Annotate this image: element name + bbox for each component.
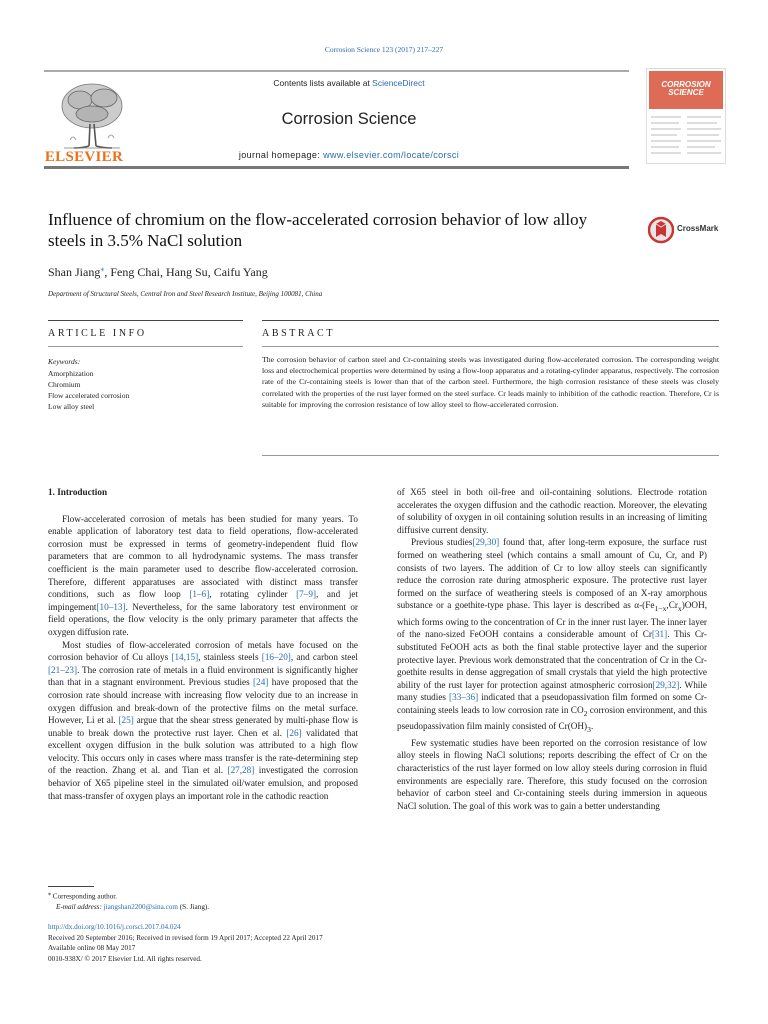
keyword-item: Chromium (48, 380, 81, 389)
reference-link[interactable]: [31] (651, 629, 668, 640)
contents-prefix: Contents lists available at (273, 78, 373, 88)
body-paragraph: of X65 steel in both oil-free and oil-containing solutions. Electrode rotation accelerates the oxygen diffusion and the cathodic reaction. Moreover, the elevating of solubility of oxygen in oil containing solution results in an increasing of limiting diffusive current density. (397, 487, 707, 535)
reference-link[interactable]: [26] (286, 727, 302, 738)
author-name: Feng Chai (110, 265, 161, 279)
elsevier-wordmark: ELSEVIER (44, 149, 124, 165)
cover-title-line-2: SCIENCE (668, 88, 704, 97)
keyword-item: Flow accelerated corrosion (48, 391, 130, 400)
crossmark-icon (648, 215, 674, 245)
reference-link[interactable]: [21–23] (48, 664, 78, 675)
crossmark-label: CrossMark (677, 224, 719, 233)
abstract-rule (262, 320, 719, 321)
abstract-subrule (262, 346, 719, 347)
cover-title (649, 81, 723, 97)
bibliographic-info (48, 922, 323, 964)
author-name: Hang Su (166, 265, 208, 279)
section-heading-introduction: 1. Introduction (48, 487, 108, 497)
abstract-bottom-rule (262, 455, 719, 456)
article-title: Influence of chromium on the flow-accelerated corrosion behavior of low alloy steels in 3.5% NaCl solution (48, 210, 588, 250)
reference-link[interactable]: [16–20] (261, 652, 291, 663)
reference-link[interactable]: [27,28] (227, 765, 255, 776)
reference-link[interactable]: [1–6] (189, 589, 210, 600)
body-paragraph: Few systematic studies have been reported on the corrosion resistance of low alloy steels in flowing NaCl solutions; reports describing the effect of Cr on the characteristics of the rust layer formed on low alloy steels during corrosion in fluid environments are especially rare. Therefore, this study focused on the corrosion behavior of carbon steel and Cr-containing steels during immersion in aqueous NaCl solution. The goal of this work was to gain a better understanding (397, 737, 707, 811)
received-dates: Received 20 September 2016; Received in revised form 19 April 2017; Accepted 22 April 2017 (48, 933, 323, 942)
corresponding-author-note: ⁎ Corresponding author. (48, 891, 118, 901)
article-info-rule (48, 320, 243, 321)
reference-link[interactable]: [29,30] (472, 537, 500, 548)
body-paragraph: Most studies of flow-accelerated corrosion of metals have focused on the corrosion behavior of Cu alloys [14,15], stainless steels [16–20], and carbon steel [21–23]. The corrosion rate of metals in a fluid environment is significantly higher than that in a stagnant environment. Previous studies [24] have proposed that the corrosion rate should increase with increasing flow velocity due to an increase in oxygen diffusion and break-down of the protective films on the metal surface. However, Li et al. [25] argue that the shear stress generated by multi-phase flow is unable to break down the protective rust layer. Chen et al. [26] validated that excellent oxygen diffusion in the bulk solution was attributed to a high flow velocity. This occurs only in cases where mass transfer is the rate-determining step of the reaction. Zhang et al. and Tian et al. [27,28] investigated the corrosion behavior of X65 pipeline steel in the simulated oil/water emulsion, and proposed that mass-transfer of oxygen plays an important role in the cathodic reaction (48, 639, 359, 801)
available-online-date: Available online 08 May 2017 (48, 944, 136, 952)
copyright-line: 0010-938X/ © 2017 Elsevier Ltd. All rights reserved. (48, 954, 202, 963)
journal-title: Corrosion Science (281, 110, 417, 128)
homepage-prefix: journal homepage: (238, 150, 324, 160)
article-info-subrule (48, 346, 243, 347)
corresponding-author-marker[interactable]: ⁎ (100, 264, 105, 273)
cover-contents-lines (651, 113, 721, 161)
author-name: Caifu Yang (213, 265, 268, 279)
author-email-link[interactable]: jiangshan2200@sina.com (103, 902, 178, 911)
cover-header-band (649, 71, 723, 109)
body-column-left (48, 486, 358, 802)
footnotes (48, 889, 209, 912)
masthead-top-rule (44, 70, 629, 72)
author-separator: , (160, 265, 167, 279)
article-info-heading: ARTICLE INFO (48, 328, 147, 339)
author-separator: , (207, 265, 214, 279)
keywords-label: Keywords: (48, 357, 81, 366)
author-affiliation: Department of Structural Steels, Central Iron and Steel Research Institute, Beijing 100081, China (48, 290, 323, 298)
email-note: E-mail address: jiangshan2200@sina.com (S. Jiang). (56, 902, 210, 911)
reference-link[interactable]: [14,15] (171, 652, 199, 663)
abstract-heading: ABSTRACT (262, 328, 336, 339)
reference-link[interactable]: [10–13] (96, 601, 126, 612)
keywords-list (48, 368, 129, 412)
contents-available-line (154, 78, 544, 88)
body-paragraph: Flow-accelerated corrosion of metals has been studied for many years. To enable application of laboratory test data to field operations, flow-accelerated corrosion must be expressed in terms of geometry-independent fluid flow parameters that are common to all hydrodynamic systems. The mass transfer coefficient is the main parameter used to describe flow-accelerated corrosion. Therefore, different apparatuses are associated with distinct mass transfer conditions, such as flow loop [1–6], rotating cylinder [7–9], and jet impingement[10–13]. Nevertheless, for the same laboratory test environment or field operations, the flow velocity is the only primary parameter that affects the oxygen diffusion rate. (48, 513, 359, 637)
reference-link[interactable]: [29,32] (652, 679, 680, 690)
reference-link[interactable]: [33–36] (449, 692, 479, 703)
crossmark-badge[interactable] (648, 215, 728, 245)
reference-link[interactable]: [7–9] (296, 589, 317, 600)
cover-title-line-1: CORROSION (661, 80, 711, 89)
author-list (48, 264, 268, 280)
doi-link[interactable]: http://dx.doi.org/10.1016/j.corsci.2017.04.024 (48, 923, 181, 931)
journal-cover-thumbnail[interactable] (646, 68, 726, 164)
keyword-item: Amorphization (48, 369, 94, 378)
journal-homepage-line (154, 150, 544, 160)
author-name: Shan Jiang (48, 265, 101, 279)
reference-link[interactable]: [24] (253, 677, 269, 688)
body-paragraph: Previous studies[29,30] found that, after long-term exposure, the surface rust formed on weathering steel (which contains a small amount of Cu, Cr, and P) consists of two layers. The addition of Cr to low alloy steels can significantly reduce the corrosion rate during atmospheric exposure. The protective rust layer formed on the surface of weathering steels is composed of an X-ray amorphous substance or a goethite-type phase. This layer is described as $\alpha-(Fe_{1-x},Cr_x)OOH$, which forms owing to the concentration of Cr in the inner rust layer. The inner layer of the nano-sized FeOOH contains a considerable amount of Cr[31]. This Cr-substituted FeOOH acts as both the final stable protective layer and the superior protective layer. Previous work demonstrated that the concentration of Cr in the Cr-goethite results in dense aggregation of small crystals that yield the high protective ability of the rust layer for protection against atmospheric corrosion[29,32]. While many studies [33–36] indicated that a pseudopassivation film formed on some Cr-containing steels leads to low corrosion rate in $CO_2$ corrosion environment, and this pseudopassivation film mainly consisted of $Cr(OH)_3$. (397, 537, 707, 735)
abstract-text: The corrosion behavior of carbon steel and Cr-containing steels was investigated during flow-accelerated corrosion. The corresponding weight loss and electrochemical properties were determined by using a flow-loop apparatus and a rotating-cylinder apparatus, respectively. The corrosion rate of the Cr-containing steels is lower than that of the carbon steel. Furthermore, the high corrosion resistance of these steels was closely correlated with the properties of the rust layer formed on the steel surface. Cr leads mainly to inhibition of the cathodic reaction. Therefore, Cr is suitable for improving the corrosion resistance of low alloy steel to flow-accelerated corrosion. (262, 355, 719, 409)
keyword-item: Low alloy steel (48, 402, 95, 411)
sciencedirect-link[interactable]: ScienceDirect (372, 78, 425, 88)
body-column-right (397, 486, 707, 812)
reference-link[interactable]: [25] (118, 715, 134, 726)
journal-citation-link[interactable]: Corrosion Science 123 (2017) 217–227 (324, 45, 444, 54)
author-separator: , (104, 265, 111, 279)
journal-masthead (44, 68, 728, 168)
journal-homepage-link[interactable]: www.elsevier.com/locate/corsci (323, 150, 460, 160)
footnote-rule (48, 886, 94, 887)
masthead-bottom-rule (44, 166, 629, 169)
